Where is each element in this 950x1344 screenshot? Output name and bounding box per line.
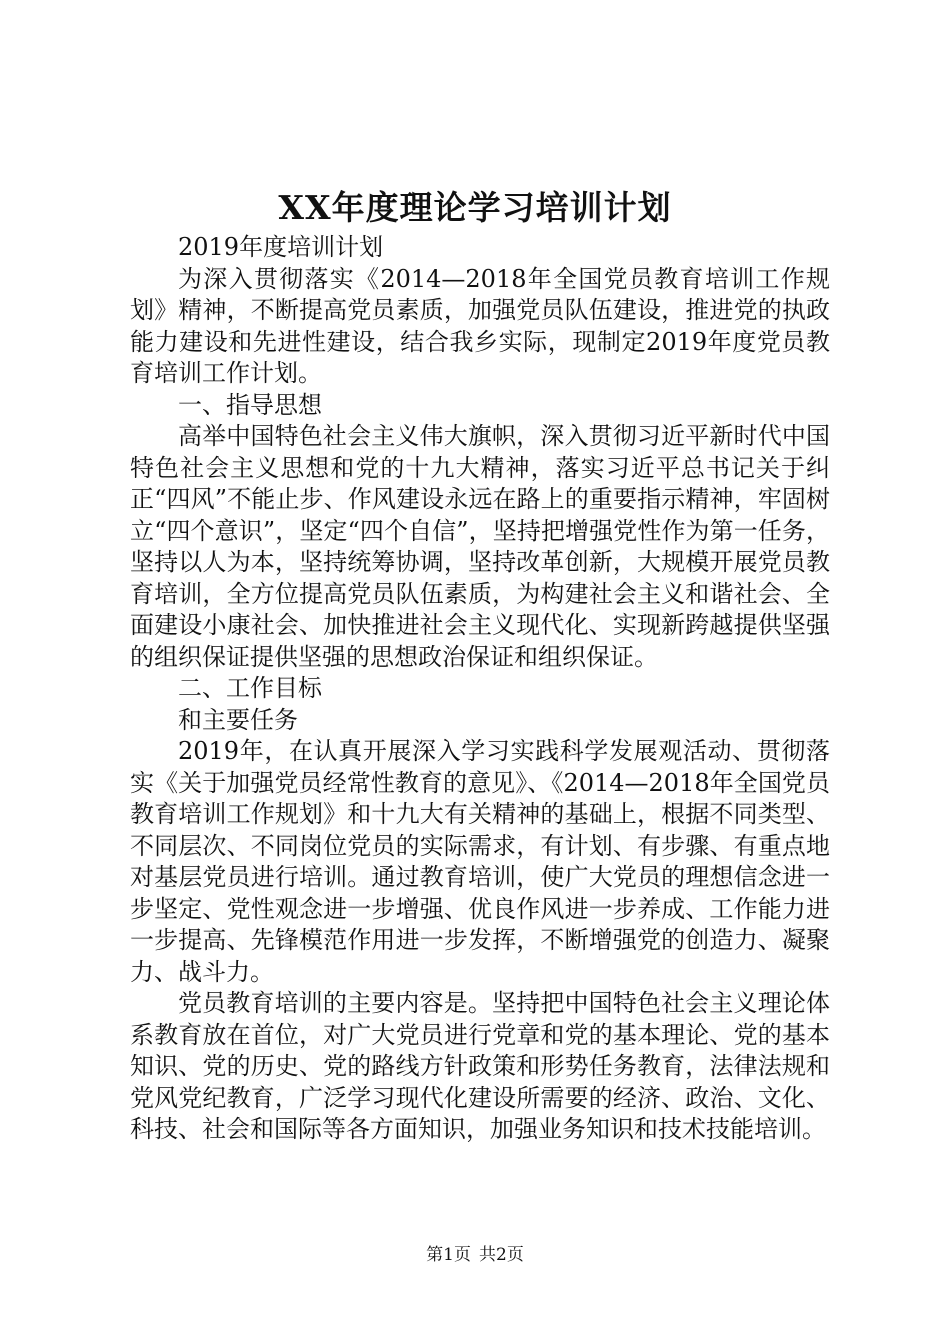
section-heading-main-tasks: 和主要任务 xyxy=(178,705,298,734)
paragraph-intro: 为深入贯彻落实《2014—2018年全国党员教育培训工作规划》精神，不断提高党员素质，加强党员队伍建设，推进党的执政能力建设和先进性建设，结合我乡实际，现制定2019年度党员教育培训工作计划。 xyxy=(130,264,830,387)
page-footer xyxy=(0,1243,950,1267)
section-heading-guiding-ideology: 一、指导思想 xyxy=(178,390,322,419)
paragraph-work-goals: 2019年，在认真开展深入学习实践科学发展观活动、贯彻落实《关于加强党员经常性教育的意见》、《2014—2018年全国党员教育培训工作规划》和十九大有关精神的基础上，根据不同类型、不同层次、不同岗位党员的实际需求，有计划、有步骤、有重点地对基层党员进行培训。通过教育培训，使广大党员的理想信念进一步坚定、党性观念进一步增强、优良作风进一步养成、工作能力进一步提高、先锋模范作用进一步发挥，不断增强党的创造力、凝聚力、战斗力。 xyxy=(130,737,830,986)
document-title: XX年度理论学习培训计划 xyxy=(278,188,672,227)
page-number: 第1页 xyxy=(426,1245,471,1265)
page-total: 共2页 xyxy=(479,1245,524,1265)
document-body xyxy=(130,232,830,1146)
section-heading-work-goals: 二、工作目标 xyxy=(178,674,322,702)
paragraph-training-content: 党员教育培训的主要内容是。坚持把中国特色社会主义理论体系教育放在首位，对广大党员进行党章和党的基本理论、党的基本知识、党的历史、党的路线方针政策和形势任务教育，法律法规和党风党纪教育，广泛学习现代化建设所需要的经济、政治、文化、科技、社会和国际等各方面知识，加强业务知识和技术技能培训。 xyxy=(130,989,830,1143)
paragraph-guiding-ideology: 高举中国特色社会主义伟大旗帜，深入贯彻习近平新时代中国特色社会主义思想和党的十九大精神，落实习近平总书记关于纠正“四风”不能止步、作风建设永远在路上的重要指示精神，牢固树立“四个意识”，坚定“四个自信”，坚持把增强党性作为第一任务，坚持以人为本，坚持统筹协调，坚持改革创新，大规模开展党员教育培训，全方位提高党员队伍素质，为构建社会主义和谐社会、全面建设小康社会、加快推进社会主义现代化、实现新跨越提供坚强的组织保证提供坚强的思想政治保证和组织保证。 xyxy=(130,422,830,671)
paragraph-subtitle: 2019年度培训计划 xyxy=(178,233,384,261)
